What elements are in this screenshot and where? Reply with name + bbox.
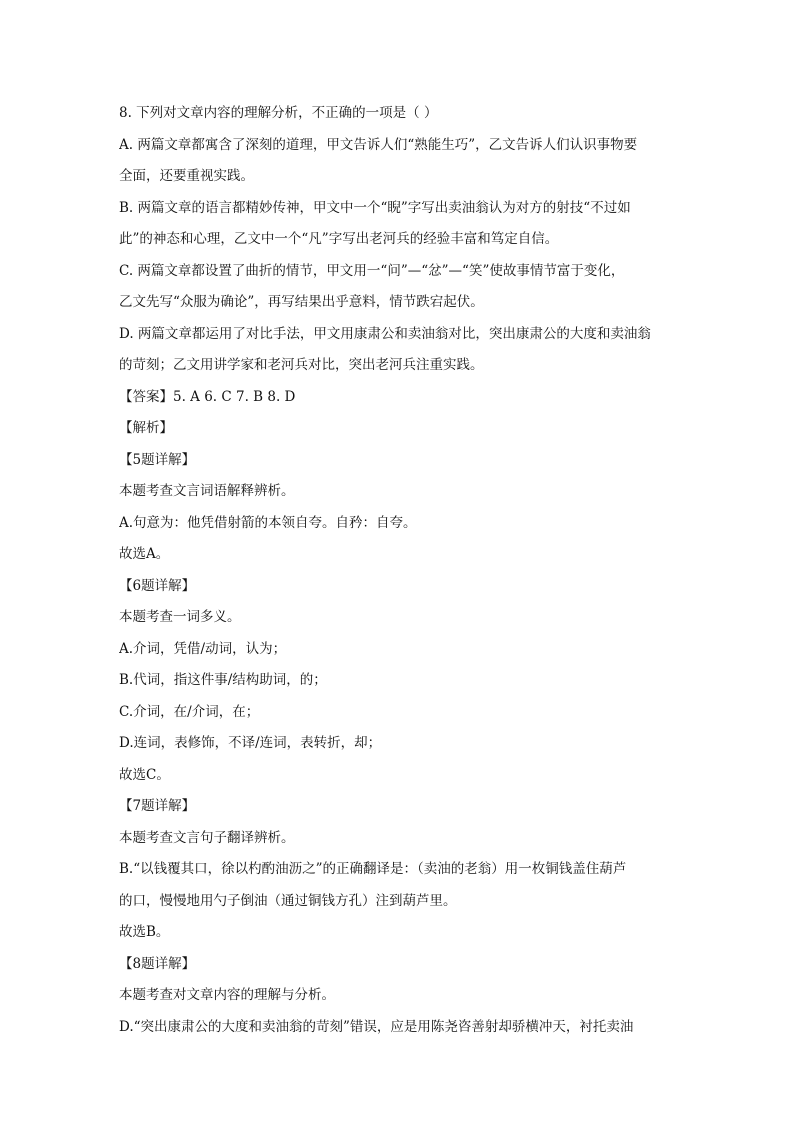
- q7-explanation-line-2: 的口，慢慢地用勺子倒油（通过铜钱方孔）注到葫芦里。: [119, 892, 457, 909]
- q7-explanation-line-1: B.“以钱覆其口，徐以杓酌油沥之”的正确翻译是：（卖油的老翁）用一枚铜钱盖住葫芦: [119, 861, 627, 877]
- q6-choice: 故选C。: [119, 766, 170, 783]
- q8-topic: 本题考查对文章内容的理解与分析。: [119, 987, 335, 1003]
- analysis-heading: 【解析】: [119, 420, 173, 436]
- q6-heading: 【6题详解】: [119, 577, 196, 594]
- q7-heading: 【7题详解】: [119, 798, 196, 814]
- answer-line: 【答案】5. A 6. C 7. B 8. D: [119, 388, 296, 405]
- option-d-line-1: D. 两篇文章都运用了对比手法，甲文用康肃公和卖油翁对比，突出康肃公的大度和卖油翁: [119, 325, 651, 342]
- q5-heading: 【5题详解】: [119, 451, 196, 468]
- q8-heading: 【8题详解】: [119, 955, 196, 972]
- option-a-line-1: A. 两篇文章都寓含了深刻的道理，甲文告诉人们“熟能生巧”，乙文告诉人们认识事物要: [119, 136, 638, 153]
- q6-item-d: D.连词，表修饰，不译/连词，表转折，却；: [119, 735, 382, 751]
- q6-topic: 本题考查一词多义。: [119, 609, 241, 625]
- option-c-line-1: C. 两篇文章都设置了曲折的情节，甲文用一“问”—“忿”—“笑”使故事情节富于变化，: [119, 262, 625, 279]
- document-body: [119, 98, 679, 1043]
- option-c-line-2: 乙文先写“众服为确论”，再写结果出乎意料，情节跌宕起伏。: [119, 294, 484, 310]
- q7-choice: 故选B。: [119, 924, 170, 940]
- q6-item-c: C.介词，在/介词，在；: [119, 703, 260, 720]
- option-b-line-1: B. 两篇文章的语言都精妙传神，甲文中一个“睨”字写出卖油翁认为对方的射技“不过如: [119, 199, 631, 216]
- option-b-line-2: 此”的神态和心理，乙文中一个“凡”字写出老河兵的经验丰富和笃定自信。: [119, 231, 559, 247]
- q5-topic: 本题考查文言词语解释辨析。: [119, 483, 295, 499]
- q6-item-b: B.代词，指这件事/结构助词，的；: [119, 672, 327, 688]
- q5-explanation: A.句意为：他凭借射箭的本领自夸。自矜：自夸。: [119, 514, 417, 531]
- option-d-line-2: 的苛刻；乙文用讲学家和老河兵对比，突出老河兵注重实践。: [119, 357, 484, 373]
- question-8-stem: 8. 下列对文章内容的理解分析，不正确的一项是（ ）: [119, 105, 438, 121]
- option-a-line-2: 全面，还要重视实践。: [119, 168, 254, 184]
- q7-topic: 本题考查文言句子翻译辨析。: [119, 829, 295, 846]
- q8-explanation-line-1: D.“突出康肃公的大度和卖油翁的苛刻”错误，应是用陈尧咨善射却骄横冲天，衬托卖油: [119, 1018, 634, 1035]
- q5-choice: 故选A。: [119, 546, 170, 562]
- q6-item-a: A.介词，凭借/动词，认为；: [119, 640, 287, 657]
